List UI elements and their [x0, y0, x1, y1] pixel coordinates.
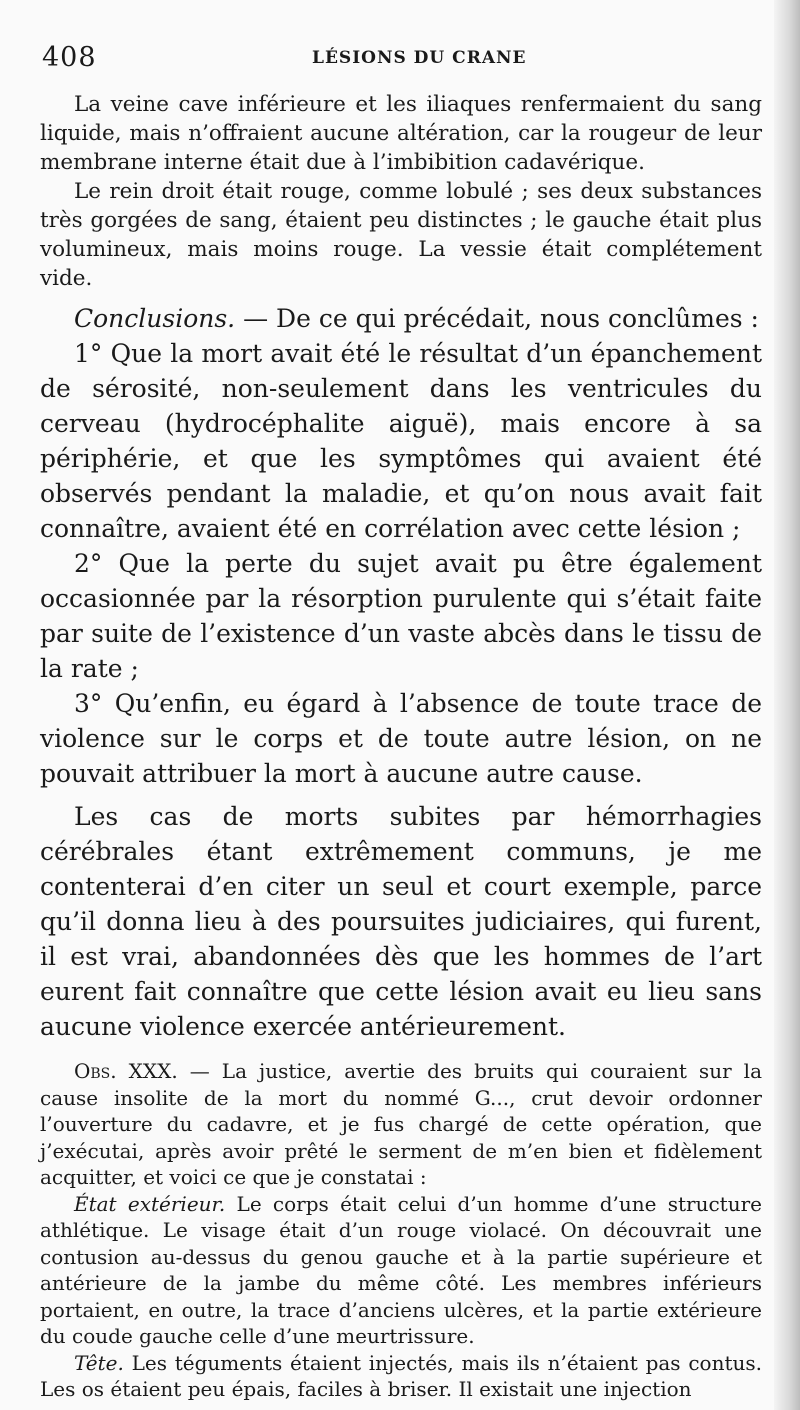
paragraph-rein: Le rein droit était rouge, comme lobulé ; ses deux substances très gorgées de sang, étaient peu distinctes ; le gauche était plus volumineux, mais moins rouge. La vessie était complétement vide. [40, 179, 762, 291]
section-observation [40, 1058, 762, 1403]
section-large-text [40, 90, 762, 1044]
conclusion-item-3: 3° Qu’enfin, eu égard à l’absence de toute trace de violence sur le corps et de toute autre lésion, on ne pouvait attribuer la mort à aucune autre cause. [40, 689, 762, 788]
paragraph-conclusions [40, 301, 762, 336]
etat-exterieur-text: Le corps était celui d’un homme d’une structure athlétique. Le visage était d’un rouge violacé. On découvrait une contusion au-dessus du genou gauche et à la partie supérieure et antérieure de la jambe du même côté. Les membres inférieurs portaient, en outre, la trace d’anciens ulcères, et la partie extérieure du coude gauche celle d’une meurtrissure. [40, 1191, 762, 1348]
page-body [40, 90, 762, 1403]
tete-text: Les téguments étaient injectés, mais ils n’étaient pas contus. Les os étaient peu épais, faciles à briser. Il existait une injection [40, 1350, 762, 1401]
paragraph-observation [40, 1058, 762, 1191]
conclusion-item-1: 1° Que la mort avait été le résultat d’un épanchement de sérosité, non-seulement dans les ventricules du cerveau (hydrocéphalite aiguë), mais encore à sa périphérie, et que les symptômes qui avaient été observés pendant la maladie, et qu’on nous avait fait connaître, avaient été en corrélation avec cette lésion ; [40, 339, 762, 543]
page-header [42, 42, 762, 82]
paragraph-tete [40, 1350, 762, 1403]
conclusions-intro: — De ce qui précédait, nous conclûmes : [235, 304, 759, 333]
page-edge-shadow [774, 0, 800, 1410]
page-number: 408 [42, 42, 97, 73]
conclusion-item-2: 2° Que la perte du sujet avait pu être également occasionnée par la résorption purulente qui s’était faite par suite de l’existence d’un vaste abcès dans le tissu de la rate ; [40, 549, 762, 683]
etat-exterieur-label: État extérieur. [74, 1191, 226, 1216]
running-title: LÉSIONS DU CRANE [312, 48, 527, 68]
paragraph-etat-exterieur [40, 1191, 762, 1350]
paragraph-morts-subites: Les cas de morts subites par hémorrhagies cérébrales étant extrêmement communs, je me contenterai d’en citer un seul et court exemple, parce qu’il donna lieu à des poursuites judiciaires, qui furent, il est vrai, abandonnées dès que les hommes de l’art eurent fait connaître que cette lésion avait eu lieu sans aucune violence exercée antérieurement. [40, 802, 762, 1041]
paragraph-veine-cave: La veine cave inférieure et les iliaques renfermaient du sang liquide, mais n’offraient aucune altération, car la rougeur de leur membrane interne était due à l’imbibition cadavérique. [40, 92, 762, 175]
observation-text: — La justice, avertie des bruits qui couraient sur la cause insolite de la mort du nommé G..., crut devoir ordonner l’ouverture du cadavre, et je fus chargé de cette opération, que j’exécutai, après avoir prêté le serment de m’en bien et fidèlement acquitter, et voici ce que je constatai : [40, 1059, 762, 1189]
conclusions-label: Conclusions. [74, 304, 236, 333]
observation-label: Obs. XXX. [74, 1059, 178, 1083]
tete-label: Tête. [74, 1350, 124, 1375]
